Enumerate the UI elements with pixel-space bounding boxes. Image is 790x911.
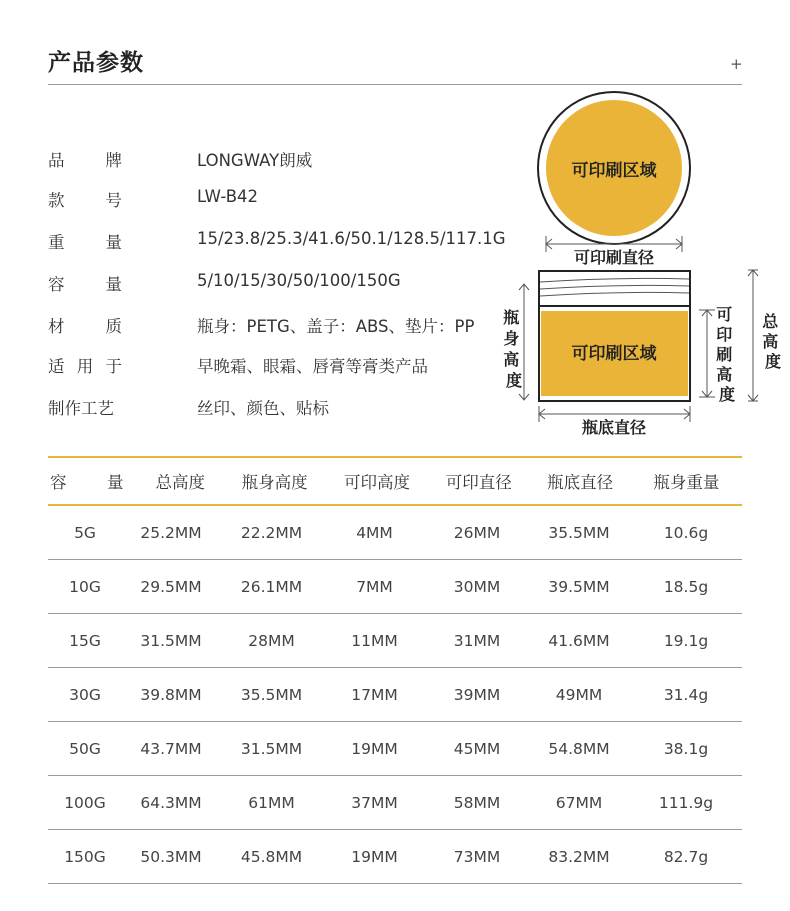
cell-print-diameter: 26MM (453, 523, 501, 542)
cell-body-weight: 82.7g (663, 847, 709, 866)
page-title: 产品参数 (48, 50, 144, 76)
spec-value: LW-B42 (197, 187, 259, 206)
spec-value: 15/23.8/25.3/41.6/50.1/128.5/117.1G (197, 229, 506, 248)
header-char: 高 (172, 473, 189, 492)
cell-print-diameter: 31MM (453, 631, 501, 650)
cell-base-diameter: 83.2MM (548, 847, 610, 866)
spec-label-char: 制作工艺 (48, 399, 114, 418)
spec-value: LONGWAY朗威 (197, 151, 313, 170)
cell-total-height: 64.3MM (140, 793, 202, 812)
spec-label-char: 于 (105, 357, 122, 376)
cell-total-height: 39.8MM (140, 685, 202, 704)
table-row (48, 830, 742, 884)
spec-label-char: 量 (105, 233, 122, 252)
cell-base-diameter: 54.8MM (548, 739, 610, 758)
cell-total-height: 43.7MM (140, 739, 202, 758)
spec-label-char: 款 (48, 191, 65, 210)
cell-body-weight: 19.1g (663, 631, 709, 650)
cell-capacity: 150G (64, 847, 106, 866)
header-char: 量 (107, 473, 124, 492)
cell-body-height: 28MM (248, 631, 295, 650)
cell-body-height: 45.8MM (240, 847, 303, 866)
cell-print-height: 4MM (356, 523, 393, 542)
cell-body-weight: 10.6g (663, 523, 709, 542)
cell-capacity: 10G (69, 577, 101, 596)
header-char: 总 (155, 473, 172, 492)
spec-label (48, 147, 122, 171)
cell-print-diameter: 58MM (453, 793, 501, 812)
cell-print-height: 11MM (351, 631, 398, 650)
cell-print-diameter: 30MM (453, 577, 501, 596)
cell-print-diameter: 45MM (453, 739, 501, 758)
spec-label-char: 材 (48, 317, 65, 336)
spec-label (48, 395, 122, 419)
header-divider (48, 84, 742, 85)
header-print-height: 可印高度 (343, 473, 410, 492)
cell-capacity: 50G (69, 739, 101, 758)
cell-body-height: 61MM (248, 793, 295, 812)
base-diameter-label: 瓶底直径 (581, 418, 647, 437)
cell-print-diameter: 39MM (453, 685, 501, 704)
table-header-row (48, 458, 742, 504)
cell-body-height: 22.2MM (240, 523, 303, 542)
cell-base-diameter: 49MM (555, 685, 603, 704)
cell-body-height: 35.5MM (240, 685, 303, 704)
cell-total-height: 31.5MM (140, 631, 202, 650)
spec-label (48, 353, 122, 377)
cell-capacity: 100G (64, 793, 106, 812)
table-row (48, 560, 742, 614)
spec-table (48, 456, 742, 884)
cell-capacity: 30G (69, 685, 101, 704)
header-total-height (126, 469, 224, 493)
expand-plus-icon[interactable]: + (730, 55, 743, 73)
header-base-diameter: 瓶底直径 (547, 473, 614, 492)
cell-base-diameter: 39.5MM (548, 577, 610, 596)
cell-base-diameter: 35.5MM (548, 523, 610, 542)
cell-print-height: 7MM (356, 577, 393, 596)
body-print-area-label: 可印刷区域 (571, 344, 657, 364)
header-char: 度 (188, 473, 205, 492)
cell-body-height: 26.1MM (240, 577, 303, 596)
spec-value: 丝印、颜色、贴标 (197, 399, 329, 418)
spec-value: 瓶身：PETG、盖子：ABS、垫片：PP (197, 317, 475, 336)
header-print-diameter: 可印直径 (445, 473, 512, 492)
cell-total-height: 50.3MM (140, 847, 202, 866)
cell-print-height: 19MM (351, 847, 398, 866)
spec-label-char: 牌 (105, 151, 122, 170)
spec-value: 早晚霜、眼霜、唇膏等膏类产品 (197, 357, 428, 376)
cell-body-height: 31.5MM (240, 739, 303, 758)
table-row (48, 722, 742, 776)
lid-print-area-label: 可印刷区域 (571, 161, 657, 181)
print-diameter-label: 可印刷直径 (573, 248, 655, 267)
cell-body-weight: 38.1g (663, 739, 709, 758)
body-height-label: 瓶 身 高 度 (503, 308, 523, 390)
cell-capacity: 5G (74, 523, 96, 542)
cell-capacity: 15G (69, 631, 101, 650)
table-row (48, 776, 742, 830)
spec-label-char: 品 (48, 151, 65, 170)
spec-value: 5/10/15/30/50/100/150G (197, 271, 401, 290)
spec-label-char: 号 (105, 191, 122, 210)
table-row (48, 668, 742, 722)
table-row (48, 614, 742, 668)
cell-print-height: 37MM (351, 793, 398, 812)
spec-label-char: 量 (105, 275, 122, 294)
cell-print-height: 19MM (351, 739, 398, 758)
cell-base-diameter: 41.6MM (548, 631, 610, 650)
spec-label-char: 容 (48, 275, 65, 294)
cell-print-diameter: 73MM (453, 847, 501, 866)
header-body-height: 瓶身高度 (241, 473, 308, 492)
jar-diagram (496, 88, 790, 443)
spec-label-char: 适 (48, 357, 65, 376)
cell-base-diameter: 67MM (555, 793, 603, 812)
cell-total-height: 25.2MM (140, 523, 202, 542)
spec-label-char: 质 (105, 317, 122, 336)
cell-body-weight: 18.5g (663, 577, 709, 596)
header-capacity (48, 469, 126, 493)
cell-total-height: 29.5MM (140, 577, 202, 596)
spec-label (48, 313, 122, 337)
cell-print-height: 17MM (351, 685, 398, 704)
table-row (48, 506, 742, 560)
cell-body-weight: 31.4g (663, 685, 709, 704)
total-height-label: 总 高 度 (762, 312, 782, 371)
spec-label (48, 271, 122, 295)
print-height-label: 可 印 刷 高 度 (716, 305, 736, 404)
spec-label-char: 用 (76, 357, 94, 376)
spec-label (48, 229, 122, 253)
cell-body-weight: 111.9g (658, 793, 714, 812)
spec-label (48, 187, 122, 211)
header-body-weight: 瓶身重量 (653, 473, 720, 492)
spec-label-char: 重 (48, 233, 65, 252)
header-char: 容 (50, 473, 67, 492)
